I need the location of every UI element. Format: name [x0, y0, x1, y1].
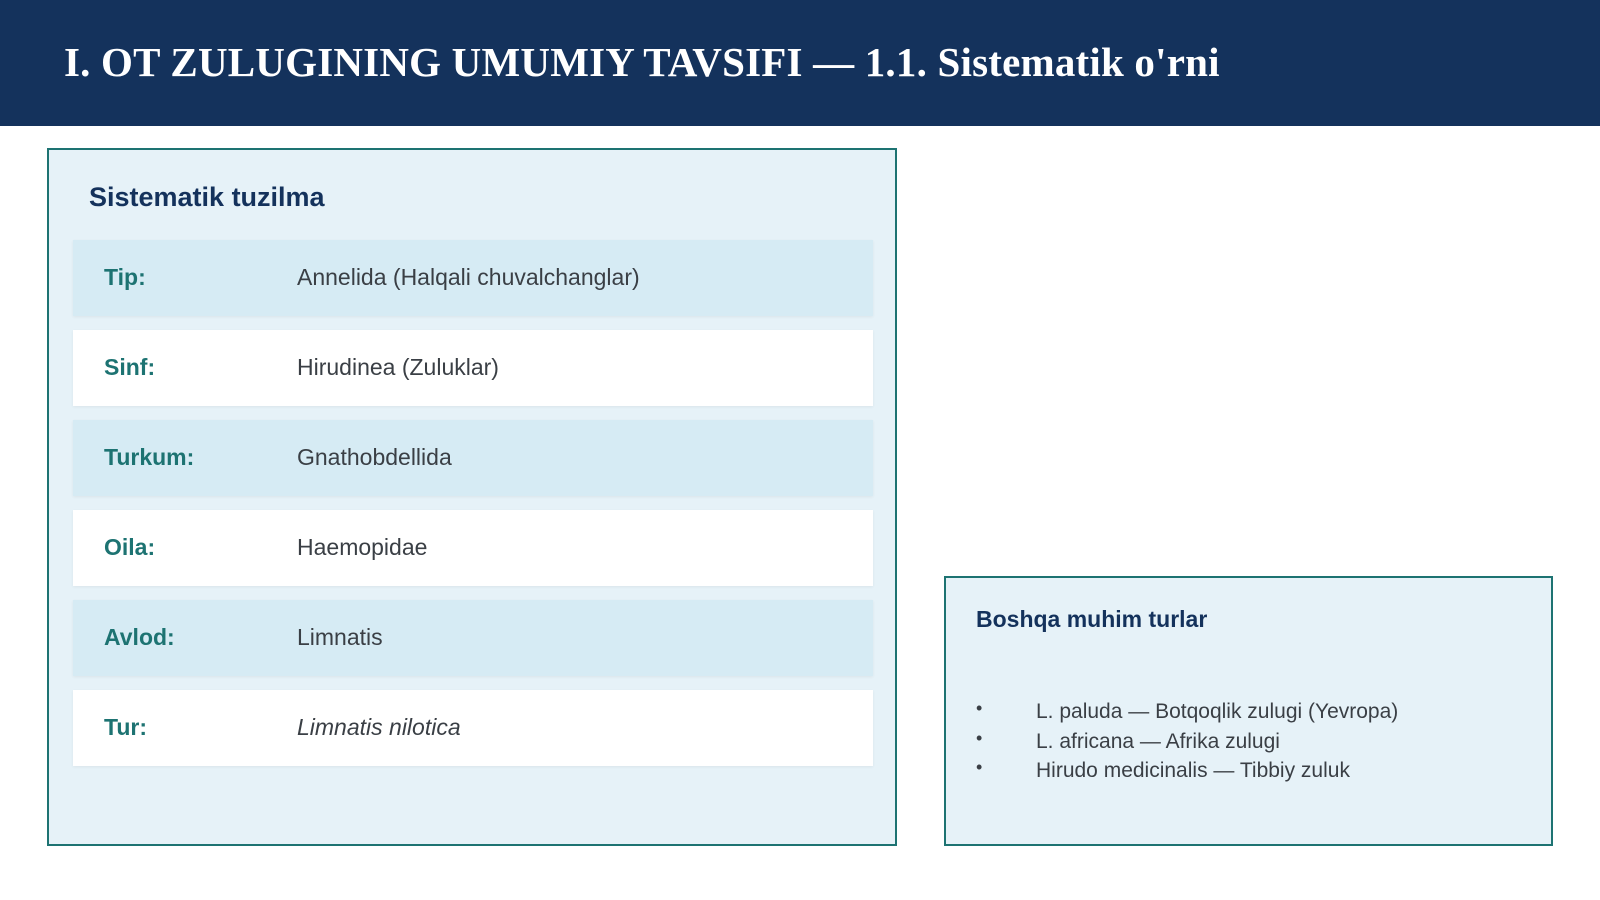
taxonomy-label: Sinf:: [104, 354, 156, 380]
list-item: [976, 759, 1398, 789]
taxonomy-label: Tip:: [104, 264, 146, 290]
species-text: L. africana — Afrika zulugi: [1036, 729, 1280, 753]
bullet-icon: •: [976, 727, 983, 748]
taxonomy-row-tip: [73, 240, 873, 316]
species-text: L. paluda — Botqoqlik zulugi (Yevropa): [1036, 700, 1399, 723]
taxonomy-row-oila: [73, 510, 873, 586]
taxonomy-label: Tur:: [104, 714, 148, 740]
taxonomy-label: Turkum:: [104, 444, 195, 470]
species-panel-title: Boshqa muhim turlar: [976, 606, 1208, 632]
slide-title: I. OT ZULUGINING UMUMIY TAVSIFI — 1.1. Sistematik o'rni: [64, 39, 1220, 85]
taxonomy-label: Oila:: [104, 534, 156, 560]
list-item: [976, 727, 1398, 760]
list-item: [976, 700, 1398, 730]
species-panel: [944, 576, 1553, 846]
taxonomy-value: Haemopidae: [297, 534, 428, 560]
taxonomy-value: Annelida (Halqali chuvalchanglar): [297, 264, 640, 290]
taxonomy-value: Limnatis: [297, 624, 383, 650]
taxonomy-row-avlod: [73, 600, 873, 676]
species-text: Hirudo medicinalis — Tibbiy zuluk: [1036, 759, 1350, 782]
taxonomy-row-sinf: [73, 330, 873, 406]
species-list: [976, 700, 1398, 789]
taxonomy-row-turkum: [73, 420, 873, 496]
taxonomy-value: Limnatis nilotica: [297, 714, 461, 740]
taxonomy-value: Gnathobdellida: [297, 444, 452, 470]
taxonomy-value: Hirudinea (Zuluklar): [297, 354, 499, 380]
bullet-icon: •: [976, 698, 983, 718]
taxonomy-row-tur: [73, 690, 873, 766]
taxonomy-label: Avlod:: [104, 624, 175, 650]
taxonomy-panel-title: Sistematik tuzilma: [89, 182, 325, 212]
taxonomy-panel: [47, 148, 897, 846]
bullet-icon: •: [976, 757, 983, 777]
slide-header: [0, 0, 1600, 126]
